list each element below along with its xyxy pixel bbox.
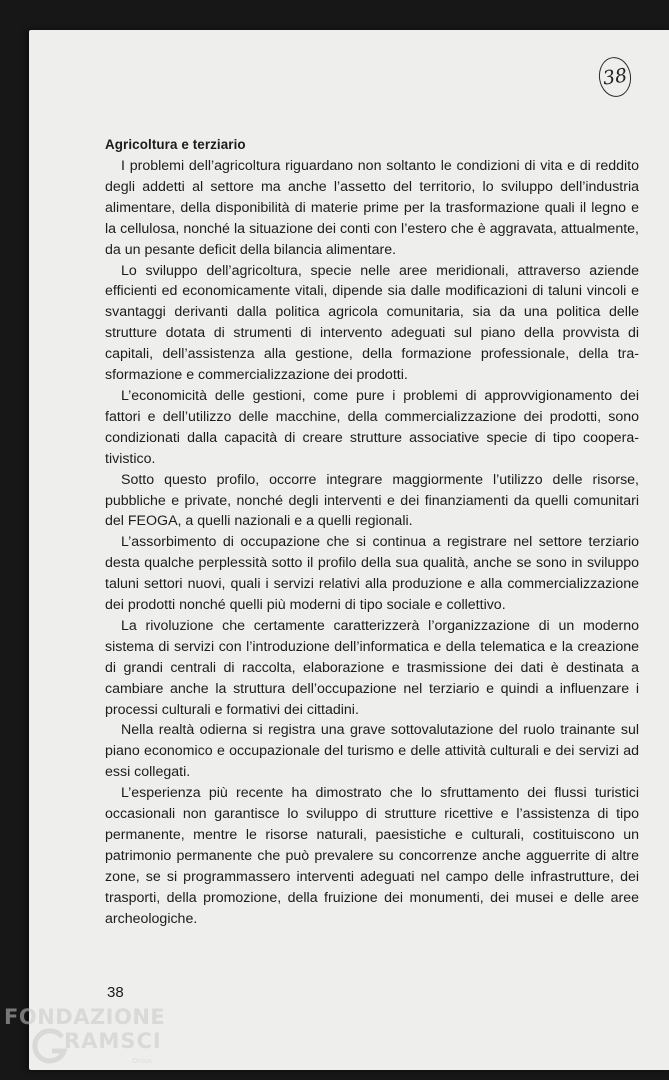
paragraph-4: Sotto questo profilo, occorre integrare maggiormente l’utilizzo delle risorse, pubbliche e private, nonché degli interventi e dei finanziamenti da quelli comunitari del FEOGA, a quelli nazionali e a quelli regionali.	[105, 471, 639, 530]
body-text	[105, 134, 639, 930]
paragraph-2: Lo sviluppo dell’agricoltura, specie nelle aree meridionali, attraverso aziende efficienti ed economicamente vitali, dipende sia dalle modificazioni di taluni vincoli e svantaggi derivanti dalla politica agricola comunitaria, sia da una politica delle strutture dotata di strumenti di intervento adeguati sul piano della provvista di capitali, dell’assistenza alla gestione, della formazione professionale, della trasformazione e commercializzazione dei prodotti.	[105, 262, 639, 384]
section-heading: Agricoltura e terziario	[105, 137, 246, 152]
watermark-line2: RAMSCI	[64, 1029, 162, 1053]
paragraph-5: L’assorbimento di occupazione che si continua a registrare nel settore terziario desta qualche perplessità sotto il profilo della sua qualità, anche se sono in sviluppo taluni settori nuovi, quali i servizi relativi alla produzione e alla commercializzazione dei prodotti nonché quelli più moderni di tipo sociale e collettivo.	[105, 534, 639, 614]
paragraph-1: I problemi dell’agricoltura riguardano non soltanto le condizioni di vita e di reddito degli addetti al settore ma anche l’assetto del territorio, lo sviluppo dell’industria alimentare, della disponibilità di materie prime per la trasformazione quali il legno e la cellulosa, nonché la situazione dei conti con l’estero che è aggravata, attualmente, da un pesante deficit della bilancia alimentare.	[105, 158, 639, 258]
paragraph-7: Nella realtà odierna si registra una grave sottovalutazione del ruolo trainante sul piano economico e occupazionale del turismo e delle attività culturali e dei servizi ad essi collegati.	[105, 722, 639, 781]
paragraph-8: L’esperienza più recente ha dimostrato che lo sfruttamento dei flussi turistici occasionali non garantisce lo sviluppo di strutture ricettive e l’assistenza di tipo permanente, mentre le risorse naturali, paesistiche e culturali, costituiscono un patrimonio permanente che può prevalere su concorrenze anche agguerrite di altre zone, se si programmassero interventi adeguati nel campo delle infrastrutture, dei trasporti, della promozione, della fruizione dei monumenti, dei musei e delle aree archeologiche.	[105, 785, 639, 927]
paragraph-3: L’economicità delle gestioni, come pure i problemi di approvvigionamento dei fattori e dell’utilizzo delle macchine, della commercializzazione dei prodotti, sono condizionati dalla capacità di creare strutture associative specie di tipo cooperativistico.	[105, 387, 639, 467]
handwritten-page-marker: 38	[596, 55, 633, 99]
footer-page-number: 38	[107, 984, 124, 1001]
watermark-sub: Onlus	[132, 1057, 152, 1065]
watermark-line1: FONDAZIONE	[4, 1005, 166, 1029]
paragraph-6: La rivoluzione che certamente caratterizzerà l’organizzazione di un moderno sistema di servizi con l’introduzione dell’informatica e della telematica e la creazione di grandi centrali di raccolta, elaborazione e trasmissione dei dati è destinata a cambiare anche la struttura dell’occupazione nel terziario e quindi a influenzare i processi culturali e formativi dei cittadini.	[105, 617, 639, 718]
